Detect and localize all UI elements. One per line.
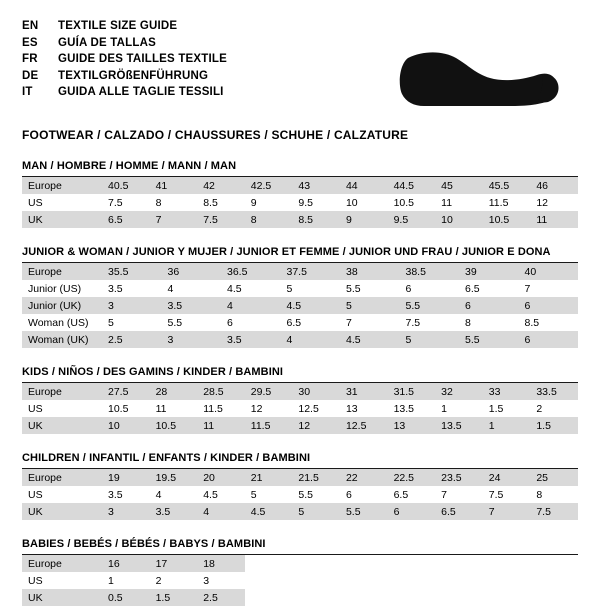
- cell: 5: [400, 331, 460, 348]
- table-row: [22, 555, 578, 572]
- language-title: GUIDE DES TAILLES TEXTILE: [58, 53, 227, 65]
- language-row: [22, 84, 227, 101]
- cell: 25: [530, 469, 578, 486]
- cell: 2: [530, 400, 578, 417]
- size-table: [22, 263, 578, 348]
- cell: 3.5: [150, 503, 198, 520]
- table-row: [22, 572, 578, 589]
- cell: 3: [162, 331, 222, 348]
- cell: 11: [197, 417, 245, 434]
- cell: 46: [530, 177, 578, 194]
- cell: 13: [388, 417, 436, 434]
- cell: 10.5: [388, 194, 436, 211]
- cell: 10.5: [150, 417, 198, 434]
- cell: 40.5: [102, 177, 150, 194]
- cell: 32: [435, 383, 483, 400]
- cell: 4: [281, 331, 341, 348]
- cell: 7.5: [102, 194, 150, 211]
- cell: 39: [459, 263, 519, 280]
- row-label: UK: [22, 211, 102, 228]
- cell: 2.5: [197, 589, 245, 606]
- cell-empty: [483, 572, 531, 589]
- cell: 12.5: [292, 400, 340, 417]
- cell: 12: [530, 194, 578, 211]
- language-title-list: [22, 18, 227, 101]
- cell: 37.5: [281, 263, 341, 280]
- cell: 31.5: [388, 383, 436, 400]
- row-label: US: [22, 486, 102, 503]
- cell: 3.5: [162, 297, 222, 314]
- cell-empty: [340, 555, 388, 572]
- size-group-children: [22, 452, 578, 520]
- cell: 6.5: [435, 503, 483, 520]
- cell: 7.5: [483, 486, 531, 503]
- group-title: BABIES / BEBÉS / BÉBÉS / BABYS / BAMBINI: [22, 538, 266, 550]
- table-row: [22, 417, 578, 434]
- language-code: IT: [22, 86, 33, 98]
- table-row: [22, 589, 578, 606]
- cell: 21: [245, 469, 293, 486]
- cell: 12.5: [340, 417, 388, 434]
- cell: 28.5: [197, 383, 245, 400]
- language-row: [22, 51, 227, 68]
- cell: 41: [150, 177, 198, 194]
- row-label: Woman (UK): [22, 331, 102, 348]
- cell: 2.5: [102, 331, 162, 348]
- cell: 17: [150, 555, 198, 572]
- cell: 6: [519, 297, 579, 314]
- table-row: [22, 280, 578, 297]
- cell-empty: [292, 555, 340, 572]
- cell: 29.5: [245, 383, 293, 400]
- row-label: Europe: [22, 263, 102, 280]
- cell: 8: [150, 194, 198, 211]
- cell: 10.5: [102, 400, 150, 417]
- cell: 10: [340, 194, 388, 211]
- cell-empty: [388, 555, 436, 572]
- row-label: Europe: [22, 177, 102, 194]
- cell: 5.5: [459, 331, 519, 348]
- cell: 3: [102, 297, 162, 314]
- size-group-man: [22, 160, 578, 228]
- cell: 4: [162, 280, 222, 297]
- cell: 36: [162, 263, 222, 280]
- row-label: UK: [22, 503, 102, 520]
- cell: 23.5: [435, 469, 483, 486]
- cell: 7: [340, 314, 400, 331]
- cell-empty: [292, 572, 340, 589]
- language-title: GUIDA ALLE TAGLIE TESSILI: [58, 86, 224, 98]
- cell-empty: [483, 555, 531, 572]
- cell: 24: [483, 469, 531, 486]
- cell: 5: [102, 314, 162, 331]
- cell: 6: [459, 297, 519, 314]
- cell-empty: [340, 572, 388, 589]
- cell: 9: [340, 211, 388, 228]
- table-row: [22, 314, 578, 331]
- cell: 4: [197, 503, 245, 520]
- cell: 11: [435, 194, 483, 211]
- cell: 11.5: [245, 417, 293, 434]
- row-label: UK: [22, 589, 102, 606]
- group-title: MAN / HOMBRE / HOMME / MANN / MAN: [22, 160, 237, 172]
- cell: 4.5: [221, 280, 281, 297]
- cell: 1.5: [530, 417, 578, 434]
- cell-empty: [530, 555, 578, 572]
- cell-empty: [435, 589, 483, 606]
- cell: 7: [519, 280, 579, 297]
- cell: 19: [102, 469, 150, 486]
- language-title: GUÍA DE TALLAS: [58, 36, 156, 49]
- cell: 35.5: [102, 263, 162, 280]
- cell: 0.5: [102, 589, 150, 606]
- cell: 43: [292, 177, 340, 194]
- cell: 44.5: [388, 177, 436, 194]
- cell: 7: [150, 211, 198, 228]
- cell: 20: [197, 469, 245, 486]
- cell: 11: [150, 400, 198, 417]
- cell: 1.5: [150, 589, 198, 606]
- cell-empty: [388, 589, 436, 606]
- language-row: [22, 68, 227, 85]
- cell-empty: [435, 572, 483, 589]
- cell-empty: [483, 589, 531, 606]
- cell: 5: [245, 486, 293, 503]
- cell-empty: [245, 555, 293, 572]
- group-title: KIDS / NIÑOS / DES GAMINS / KINDER / BAMBINI: [22, 366, 284, 378]
- cell: 4.5: [281, 297, 341, 314]
- table-row: [22, 503, 578, 520]
- table-row: [22, 194, 578, 211]
- cell: 12: [292, 417, 340, 434]
- cell: 5.5: [340, 280, 400, 297]
- cell: 11.5: [197, 400, 245, 417]
- size-table: [22, 177, 578, 228]
- cell: 8: [459, 314, 519, 331]
- cell: 30: [292, 383, 340, 400]
- cell: 10: [435, 211, 483, 228]
- group-title: CHILDREN / INFANTIL / ENFANTS / KINDER / BAMBINI: [22, 452, 311, 464]
- cell: 7: [483, 503, 531, 520]
- cell: 10.5: [483, 211, 531, 228]
- table-row: [22, 297, 578, 314]
- cell: 7.5: [400, 314, 460, 331]
- table-row: [22, 331, 578, 348]
- cell: 7.5: [530, 503, 578, 520]
- cell: 9: [245, 194, 293, 211]
- cell: 3.5: [221, 331, 281, 348]
- cell: 4: [150, 486, 198, 503]
- cell: 3.5: [102, 486, 150, 503]
- cell: 7: [435, 486, 483, 503]
- row-label: US: [22, 194, 102, 211]
- page-header: [22, 18, 578, 112]
- row-label: Europe: [22, 469, 102, 486]
- size-table: [22, 469, 578, 520]
- language-code: ES: [22, 36, 38, 49]
- table-row: [22, 400, 578, 417]
- size-table: [22, 383, 578, 434]
- table-row: [22, 486, 578, 503]
- row-label: UK: [22, 417, 102, 434]
- row-label: Junior (US): [22, 280, 102, 297]
- row-label: Europe: [22, 383, 102, 400]
- table-row: [22, 211, 578, 228]
- cell-empty: [530, 589, 578, 606]
- cell-empty: [388, 572, 436, 589]
- cell: 31: [340, 383, 388, 400]
- cell: 13.5: [388, 400, 436, 417]
- size-table: [22, 555, 578, 606]
- language-code: DE: [22, 69, 39, 82]
- cell: 5.5: [162, 314, 222, 331]
- cell: 42: [197, 177, 245, 194]
- row-label: Europe: [22, 555, 102, 572]
- row-label: Junior (UK): [22, 297, 102, 314]
- language-row: [22, 18, 227, 35]
- cell: 4: [221, 297, 281, 314]
- cell: 6.5: [459, 280, 519, 297]
- cell: 5.5: [400, 297, 460, 314]
- cell: 1: [435, 400, 483, 417]
- cell: 5.5: [340, 503, 388, 520]
- row-label: Woman (US): [22, 314, 102, 331]
- language-title: TEXTILE SIZE GUIDE: [58, 20, 178, 32]
- cell: 8.5: [519, 314, 579, 331]
- cell: 6: [519, 331, 579, 348]
- cell-empty: [292, 589, 340, 606]
- cell: 18: [197, 555, 245, 572]
- cell: 8.5: [292, 211, 340, 228]
- cell: 13.5: [435, 417, 483, 434]
- cell: 27.5: [102, 383, 150, 400]
- cell-empty: [435, 555, 483, 572]
- size-group-babies: [22, 538, 578, 606]
- cell: 7.5: [197, 211, 245, 228]
- cell: 38.5: [400, 263, 460, 280]
- language-code: FR: [22, 53, 38, 65]
- cell: 11.5: [483, 194, 531, 211]
- cell: 33.5: [530, 383, 578, 400]
- cell: 5.5: [292, 486, 340, 503]
- cell: 3: [197, 572, 245, 589]
- cell-empty: [245, 572, 293, 589]
- cell: 9.5: [292, 194, 340, 211]
- cell: 45: [435, 177, 483, 194]
- cell-empty: [245, 589, 293, 606]
- cell: 4.5: [340, 331, 400, 348]
- cell: 16: [102, 555, 150, 572]
- cell: 4.5: [245, 503, 293, 520]
- cell: 6.5: [102, 211, 150, 228]
- cell: 2: [150, 572, 198, 589]
- cell: 5: [292, 503, 340, 520]
- table-row: [22, 263, 578, 280]
- cell: 13: [340, 400, 388, 417]
- cell: 11: [530, 211, 578, 228]
- cell: 5: [281, 280, 341, 297]
- cell: 6: [221, 314, 281, 331]
- cell: 10: [102, 417, 150, 434]
- cell: 38: [340, 263, 400, 280]
- cell: 45.5: [483, 177, 531, 194]
- dress-shoe-icon: [372, 32, 572, 112]
- row-label: US: [22, 572, 102, 589]
- table-row: [22, 383, 578, 400]
- cell: 6: [340, 486, 388, 503]
- cell: 6: [400, 280, 460, 297]
- language-title: TEXTILGRÖßENFÜHRUNG: [58, 69, 209, 82]
- cell-empty: [530, 572, 578, 589]
- language-row: [22, 35, 227, 52]
- cell: 5: [340, 297, 400, 314]
- cell: 6.5: [281, 314, 341, 331]
- cell: 3: [102, 503, 150, 520]
- cell: 33: [483, 383, 531, 400]
- cell: 9.5: [388, 211, 436, 228]
- cell: 19.5: [150, 469, 198, 486]
- cell: 22: [340, 469, 388, 486]
- cell: 36.5: [221, 263, 281, 280]
- size-group-kids: [22, 366, 578, 434]
- cell: 44: [340, 177, 388, 194]
- language-code: EN: [22, 20, 39, 32]
- cell: 8: [245, 211, 293, 228]
- cell: 8.5: [197, 194, 245, 211]
- cell: 42.5: [245, 177, 293, 194]
- cell: 1.5: [483, 400, 531, 417]
- section-title: FOOTWEAR / CALZADO / CHAUSSURES / SCHUHE / CALZATURE: [22, 128, 409, 142]
- table-row: [22, 177, 578, 194]
- size-group-junior-woman: [22, 246, 578, 348]
- cell: 1: [483, 417, 531, 434]
- cell: 28: [150, 383, 198, 400]
- cell: 40: [519, 263, 579, 280]
- cell-empty: [340, 589, 388, 606]
- cell: 3.5: [102, 280, 162, 297]
- cell: 22.5: [388, 469, 436, 486]
- row-label: US: [22, 400, 102, 417]
- table-row: [22, 469, 578, 486]
- cell: 1: [102, 572, 150, 589]
- cell: 12: [245, 400, 293, 417]
- cell: 6.5: [388, 486, 436, 503]
- cell: 8: [530, 486, 578, 503]
- group-title: JUNIOR & WOMAN / JUNIOR Y MUJER / JUNIOR ET FEMME / JUNIOR UND FRAU / JUNIOR E DONA: [22, 246, 551, 258]
- cell: 21.5: [292, 469, 340, 486]
- cell: 4.5: [197, 486, 245, 503]
- cell: 6: [388, 503, 436, 520]
